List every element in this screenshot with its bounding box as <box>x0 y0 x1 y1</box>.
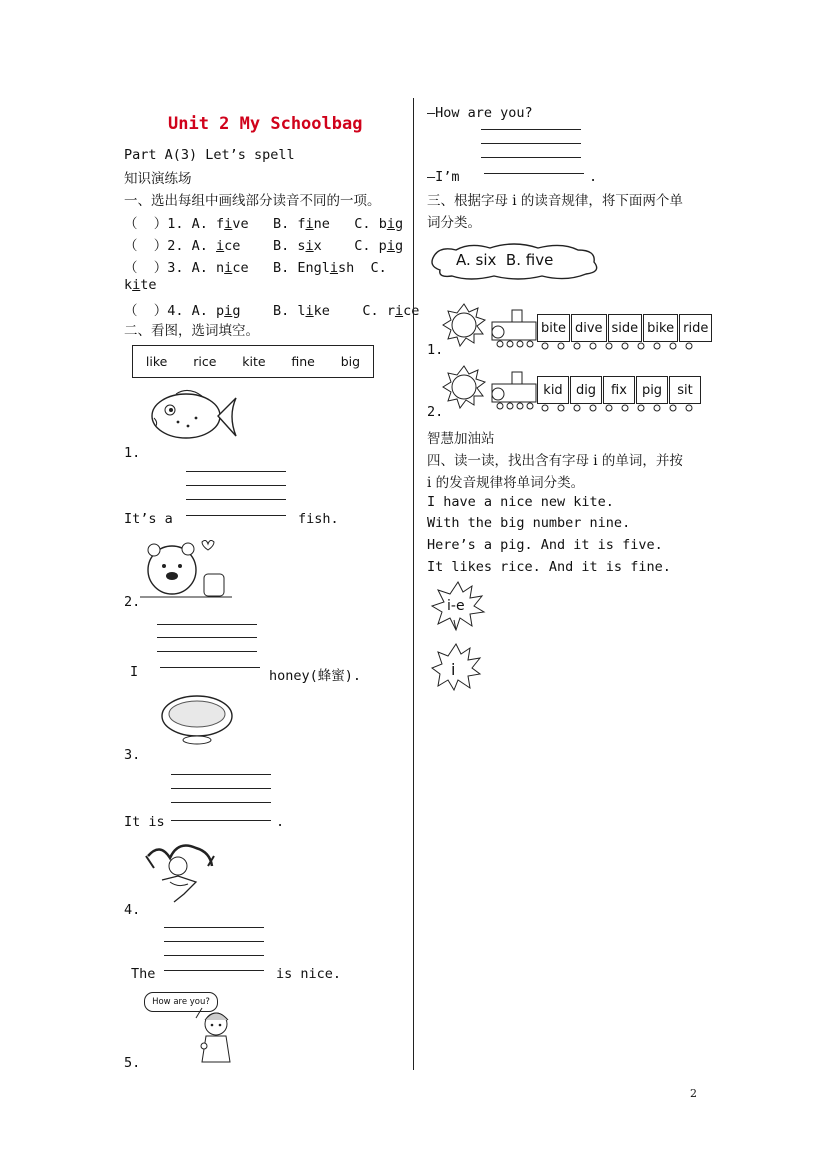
q2-num-1: 1. <box>124 445 141 461</box>
speech-bubble-text: How are you? <box>152 997 210 1007</box>
word-bank-item: kite <box>242 354 266 369</box>
q4-heading-1: 四、读一读，找出含有字母 i 的单词，并按 <box>427 453 683 469</box>
train-car: fix <box>603 376 635 404</box>
train-car: dive <box>571 314 607 342</box>
page-number: 2 <box>690 1087 697 1100</box>
subtitle: Part A(3) Let’s spell <box>124 147 295 163</box>
blank-line[interactable] <box>164 970 264 971</box>
bear-picture <box>140 540 232 600</box>
q2-num-2: 2. <box>124 594 141 610</box>
q1-item-3: （ ）3. A. nice B. English C. <box>124 260 387 276</box>
train-car: dig <box>570 376 602 404</box>
q1-item-3-cont: kite <box>124 277 157 293</box>
reading-line-3: Here’s a pig. And it is five. <box>427 537 663 553</box>
q2-s3-post: . <box>276 814 285 830</box>
q2-heading: 二、看图，选词填空。 <box>124 323 259 339</box>
girl-picture <box>194 1006 238 1064</box>
train-car: pig <box>636 376 668 404</box>
blank-line[interactable] <box>186 515 286 516</box>
dialog-line-2-pre: —I’m <box>427 169 460 185</box>
word-bank-item: rice <box>193 354 217 369</box>
q2-s3-pre: It is <box>124 814 165 830</box>
leaf-icon <box>430 642 482 692</box>
bonus-title: 智慧加油站 <box>427 431 495 447</box>
blank-line[interactable] <box>171 820 271 821</box>
q2-s4-pre: The <box>131 966 156 982</box>
q2-s2-post: honey(蜂蜜). <box>269 668 362 684</box>
q2-s2-pre: I <box>130 664 139 680</box>
train-car: kid <box>537 376 569 404</box>
section-practice: 知识演练场 <box>124 171 192 187</box>
q1-heading: 一、选出每组中画线部分读音不同的一项。 <box>124 193 381 209</box>
sun-train-icon <box>442 364 540 414</box>
word-bank <box>132 345 374 378</box>
dialog-line-2-post: . <box>589 169 598 185</box>
train-car: ride <box>679 314 712 342</box>
fish-picture <box>148 388 240 446</box>
reading-line-2: With the big number nine. <box>427 515 631 531</box>
q2-num-4: 4. <box>124 902 141 918</box>
train-car: bite <box>537 314 570 342</box>
sun-train-icon <box>442 302 540 352</box>
leaf-label-1: i-e <box>447 598 465 614</box>
blank-line[interactable] <box>484 173 584 174</box>
leaf-label-2: i <box>451 660 456 679</box>
kite-picture <box>140 838 216 904</box>
rice-bowl-picture <box>158 692 236 748</box>
train-1 <box>537 314 712 342</box>
train-car: bike <box>643 314 678 342</box>
blank-line[interactable] <box>160 667 260 668</box>
train-wheels <box>537 341 697 351</box>
q2-s1-post: fish. <box>298 511 339 527</box>
q1-item-1: （ ）1. A. five B. fine C. big <box>124 216 404 232</box>
train-car: sit <box>669 376 701 404</box>
cloud-text: A. six B. five <box>456 251 554 269</box>
q2-s4-post: is nice. <box>276 966 342 982</box>
q1-item-2: （ ）2. A. ice B. six C. pig <box>124 238 404 254</box>
q1-item-4: （ ）4. A. pig B. like C. rice <box>124 303 420 319</box>
train-2 <box>537 376 701 404</box>
column-divider <box>413 98 414 1070</box>
q2-num-5: 5. <box>124 1055 141 1071</box>
reading-line-4: It likes rice. And it is fine. <box>427 559 671 575</box>
reading-line-1: I have a nice new kite. <box>427 494 614 510</box>
word-bank-item: fine <box>291 354 315 369</box>
word-bank-item: big <box>340 354 361 369</box>
q2-num-3: 3. <box>124 747 141 763</box>
train-car: side <box>608 314 643 342</box>
train-1-num: 1. <box>427 342 444 358</box>
q3-heading-2: 词分类。 <box>427 215 481 231</box>
word-bank-item: like <box>145 354 168 369</box>
page-title: Unit 2 My Schoolbag <box>168 114 363 134</box>
q3-heading-1: 三、根据字母 i 的读音规律，将下面两个单 <box>427 193 683 209</box>
dialog-line-1: —How are you? <box>427 105 533 121</box>
train-2-num: 2. <box>427 404 444 420</box>
train-wheels <box>537 403 697 413</box>
q2-s1-pre: It’s a <box>124 511 173 527</box>
q4-heading-2: i 的发音规律将单词分类。 <box>427 475 585 491</box>
